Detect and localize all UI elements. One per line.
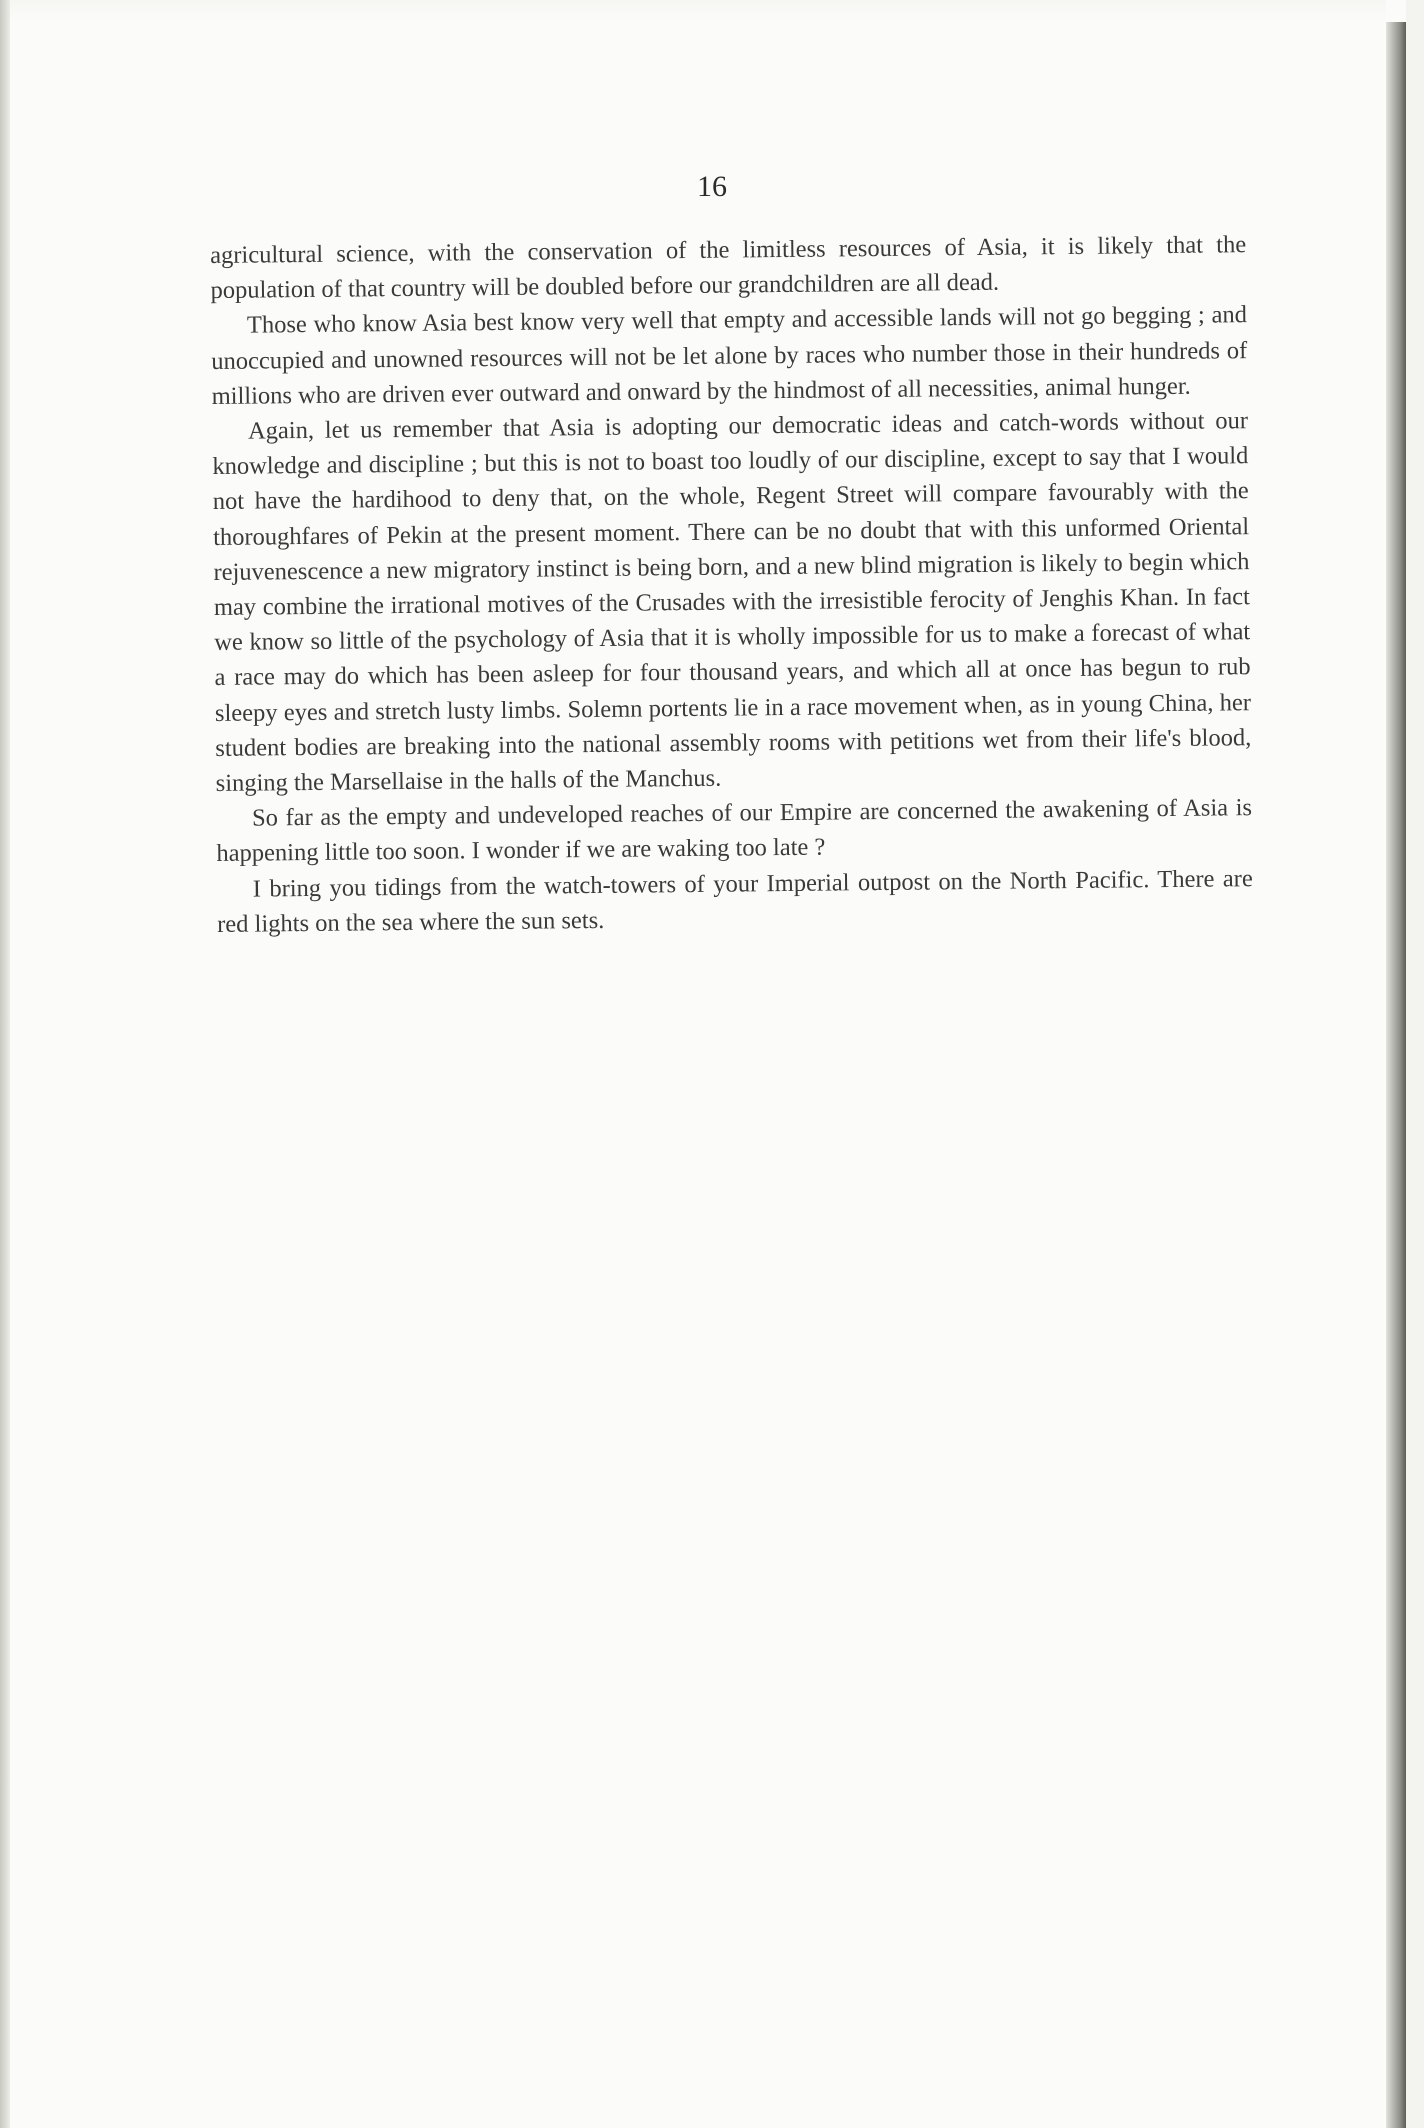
- paragraph: Those who know Asia best know very well that empty and accessible lands will not go begging ; and unoccupied and unowned resources will not be let alone by races who number those in their hundreds of millions who are driven ever outward and onward by the hindmost of all necessities, animal hunger.: [211, 301, 1248, 410]
- body-text: [210, 227, 1253, 942]
- page-right-margin: [1406, 0, 1424, 2128]
- page-top-edge: [10, 0, 1386, 22]
- paragraph: So far as the empty and undeveloped reaches of our Empire are concerned the awakening of Asia is happening little too soon. I wonder if we are waking too late ?: [216, 794, 1253, 868]
- page-number: 16: [697, 170, 727, 203]
- paragraph: Again, let us remember that Asia is adopting our democratic ideas and catch-words without our knowledge and discipline ; but this is not to boast too loudly of our discipline, except to say that I would not have the hardihood to deny that, on the whole, Regent Street will compare favourably with the thoroughfares of Pekin at the present moment. There can be no doubt that with this unformed Oriental rejuvenescence a new migratory instinct is being born, and a new blind migration is likely to begin which may combine the irrational motives of the Crusades with the irresistible ferocity of Jenghis Khan. In fact we know so little of the psychology of Asia that it is wholly impossible for us to make a forecast of what a race may do which has been asleep for four thousand years, and which all at once has begun to rub sleepy eyes and stretch lusty limbs. Solemn portents lie in a race movement when, as in young China, her student bodies are breaking into the national assembly rooms with petitions wet from their life's blood, singing the Marsellaise in the halls of the Manchus.: [212, 407, 1252, 798]
- paragraph-continuation: agricultural science, with the conservation of the limitless resources of Asia, it is likely that the population of that country will be doubled before our grandchildren are all dead.: [210, 231, 1247, 305]
- page-binding-shadow: [1386, 22, 1406, 2128]
- page-left-edge: [0, 0, 10, 2128]
- paragraph: I bring you tidings from the watch-towers of your Imperial outpost on the North Pacific. There are red lights on the sea where the sun sets.: [217, 864, 1253, 938]
